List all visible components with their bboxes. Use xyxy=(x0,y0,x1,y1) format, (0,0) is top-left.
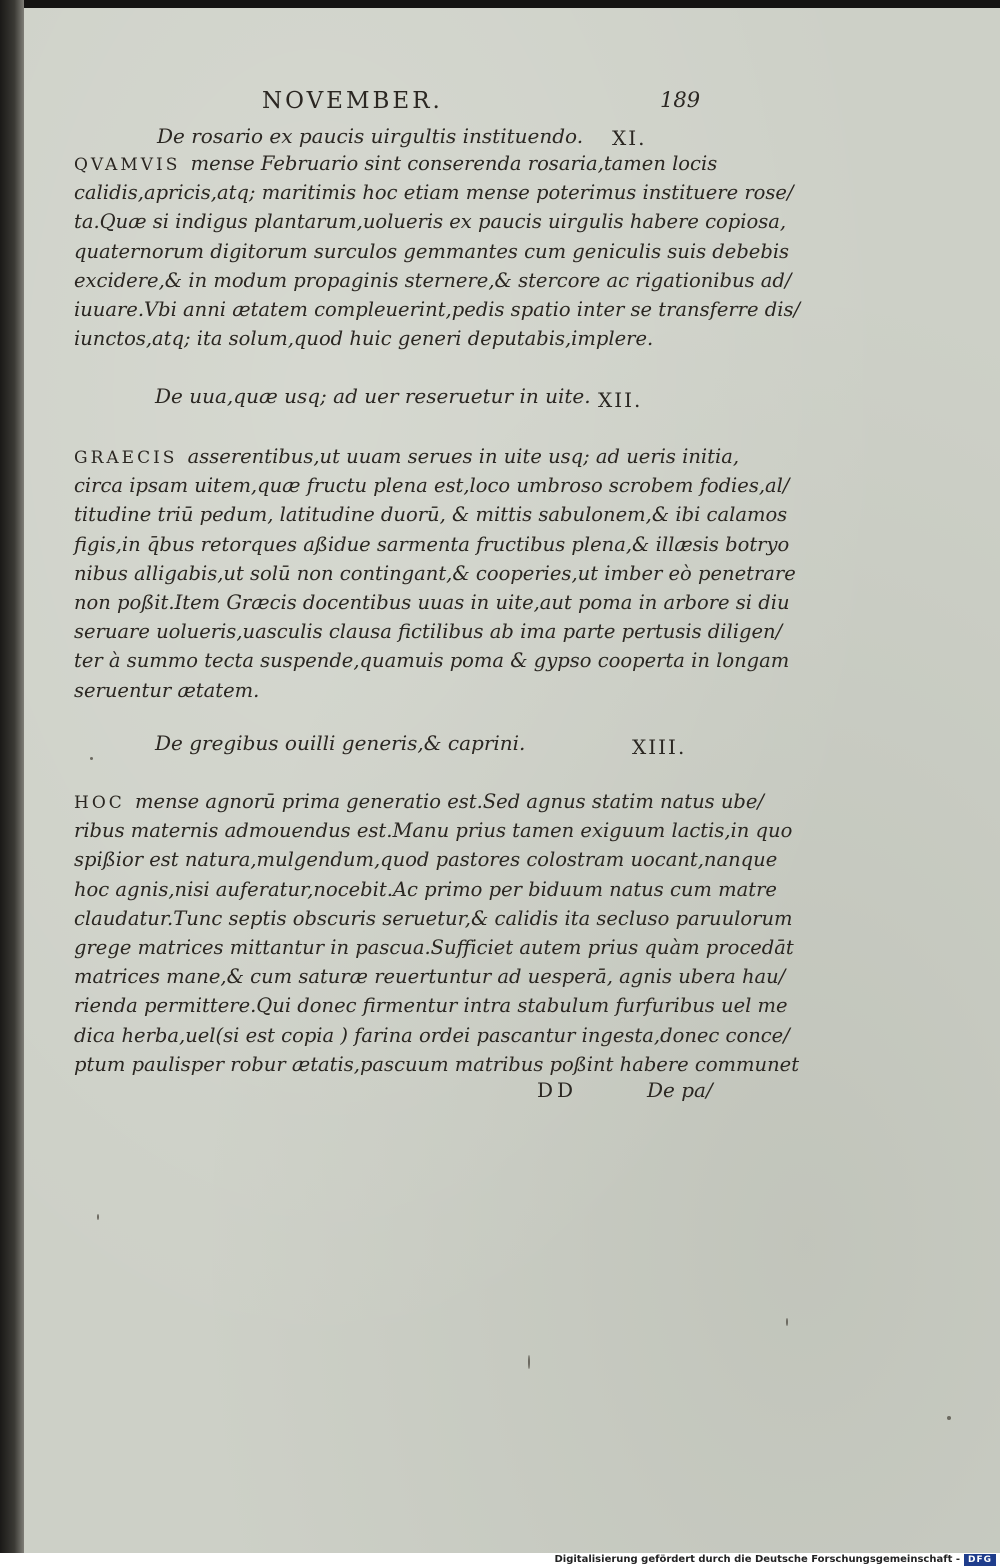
catchword: De pa/ xyxy=(647,1078,713,1102)
section-body-xii xyxy=(74,442,796,705)
text-line: claudatur.Tunc septis obscuris seruetur,& calidis ita secluso paruulorum xyxy=(74,906,793,930)
initial-word: HOC xyxy=(74,793,125,813)
text-line: hoc agnis,nisi auferatur,nocebit.Ac primo per biduum natus cum matre xyxy=(74,877,777,901)
text-line: HOC mense agnorū prima generatio est.Sed agnus statim natus ube/ xyxy=(74,790,764,813)
dfg-logo: DFG xyxy=(964,1554,996,1566)
text-line: matrices mane,& cum saturæ reuertuntur ad uesperā, agnis ubera hau/ xyxy=(74,965,786,989)
text-line: dica herba,uel(si est copia ) farina ordei pascantur ingesta,donec conce/ xyxy=(74,1023,790,1047)
text-line: ptum paulisper robur ætatis,pascuum matribus poßint habere communet xyxy=(74,1052,800,1076)
paper-speck xyxy=(947,1416,951,1420)
text-line: quaternorum digitorum surculos gemmantes cum geniculis suis debebis xyxy=(74,239,790,263)
signature-mark: DD xyxy=(537,1078,578,1102)
initial-word: GRAECIS xyxy=(74,448,178,468)
section-heading-xi: De rosario ex paucis uirgultis instituendo. xyxy=(157,124,584,148)
text-line: non poßit.Item Græcis docentibus uuas in uite,aut poma in arbore si diu xyxy=(74,590,790,614)
section-body-xiii xyxy=(74,787,800,1079)
text-line: grege matrices mittantur in pascua.Sufficiet autem prius quàm procedāt xyxy=(74,935,794,959)
text-line: seruare uolueris,uasculis clausa fictilibus ab ima parte pertusis diligen/ xyxy=(74,620,783,644)
scan-top-edge xyxy=(0,0,1000,8)
paper-speck xyxy=(786,1318,788,1326)
text-line: QVAMVIS mense Februario sint conserenda rosaria,tamen locis xyxy=(74,152,718,175)
text-line: rienda permittere.Qui donec firmentur intra stabulum furfuribus uel me xyxy=(74,994,788,1018)
text-line: ter à summo tecta suspende,quamuis poma & gypso cooperta in longam xyxy=(74,649,790,673)
text-line: nibus alligabis,ut solū non contingant,& cooperies,ut imber eò penetrare xyxy=(74,561,796,585)
funding-notice: Digitalisierung gefördert durch die Deutsche Forschungsgemeinschaft - xyxy=(554,1554,960,1565)
book-gutter xyxy=(0,0,24,1553)
chapter-number-xi: XI. xyxy=(612,126,647,150)
paper-speck xyxy=(528,1355,530,1369)
text-line: figis,in q̄bus retorques aßidue sarmenta fructibus plena,& illæsis botryo xyxy=(74,532,790,556)
chapter-number-xiii: XIII. xyxy=(632,735,687,759)
paper-speck xyxy=(97,1214,99,1220)
initial-word: QVAMVIS xyxy=(74,155,181,175)
section-heading-xiii: De gregibus ouilli generis,& caprini. xyxy=(155,731,526,755)
text-line: ribus maternis admouendus est.Manu prius tamen exiguum lactis,in quo xyxy=(74,819,793,843)
running-head: NOVEMBER. xyxy=(262,88,443,114)
text-line: spißior est natura,mulgendum,quod pastores colostram uocant,nanque xyxy=(74,848,778,872)
text-line: calidis,apricis,atq; maritimis hoc etiam mense poterimus instituere rose/ xyxy=(74,181,794,205)
text-line: excidere,& in modum propaginis sternere,& stercore ac rigationibus ad/ xyxy=(74,268,792,292)
text-line: iuuare.Vbi anni ætatem compleuerint,pedis spatio inter se transferre dis/ xyxy=(74,297,801,321)
section-body-xi xyxy=(74,149,801,353)
text-line: seruentur ætatem. xyxy=(74,678,260,702)
section-heading-xii: De uua,quæ usq; ad uer reseruetur in uite. xyxy=(155,384,591,408)
text-line: titudine triū pedum, latitudine duorū, & mittis sabulonem,& ibi calamos xyxy=(74,503,788,527)
page-number: 189 xyxy=(660,88,701,112)
chapter-number-xii: XII. xyxy=(598,388,643,412)
text-line: ta.Quæ si indigus plantarum,uolueris ex paucis uirgulis habere copiosa, xyxy=(74,210,787,234)
text-line: GRAECIS asserentibus,ut uuam serues in uite usq; ad ueris initia, xyxy=(74,445,740,468)
text-line: iunctos,atq; ita solum,quod huic generi deputabis,implere. xyxy=(74,327,654,351)
text-line: circa ipsam uitem,quæ fructu plena est,loco umbroso scrobem fodies,al/ xyxy=(74,474,790,498)
paper-speck xyxy=(90,757,93,760)
